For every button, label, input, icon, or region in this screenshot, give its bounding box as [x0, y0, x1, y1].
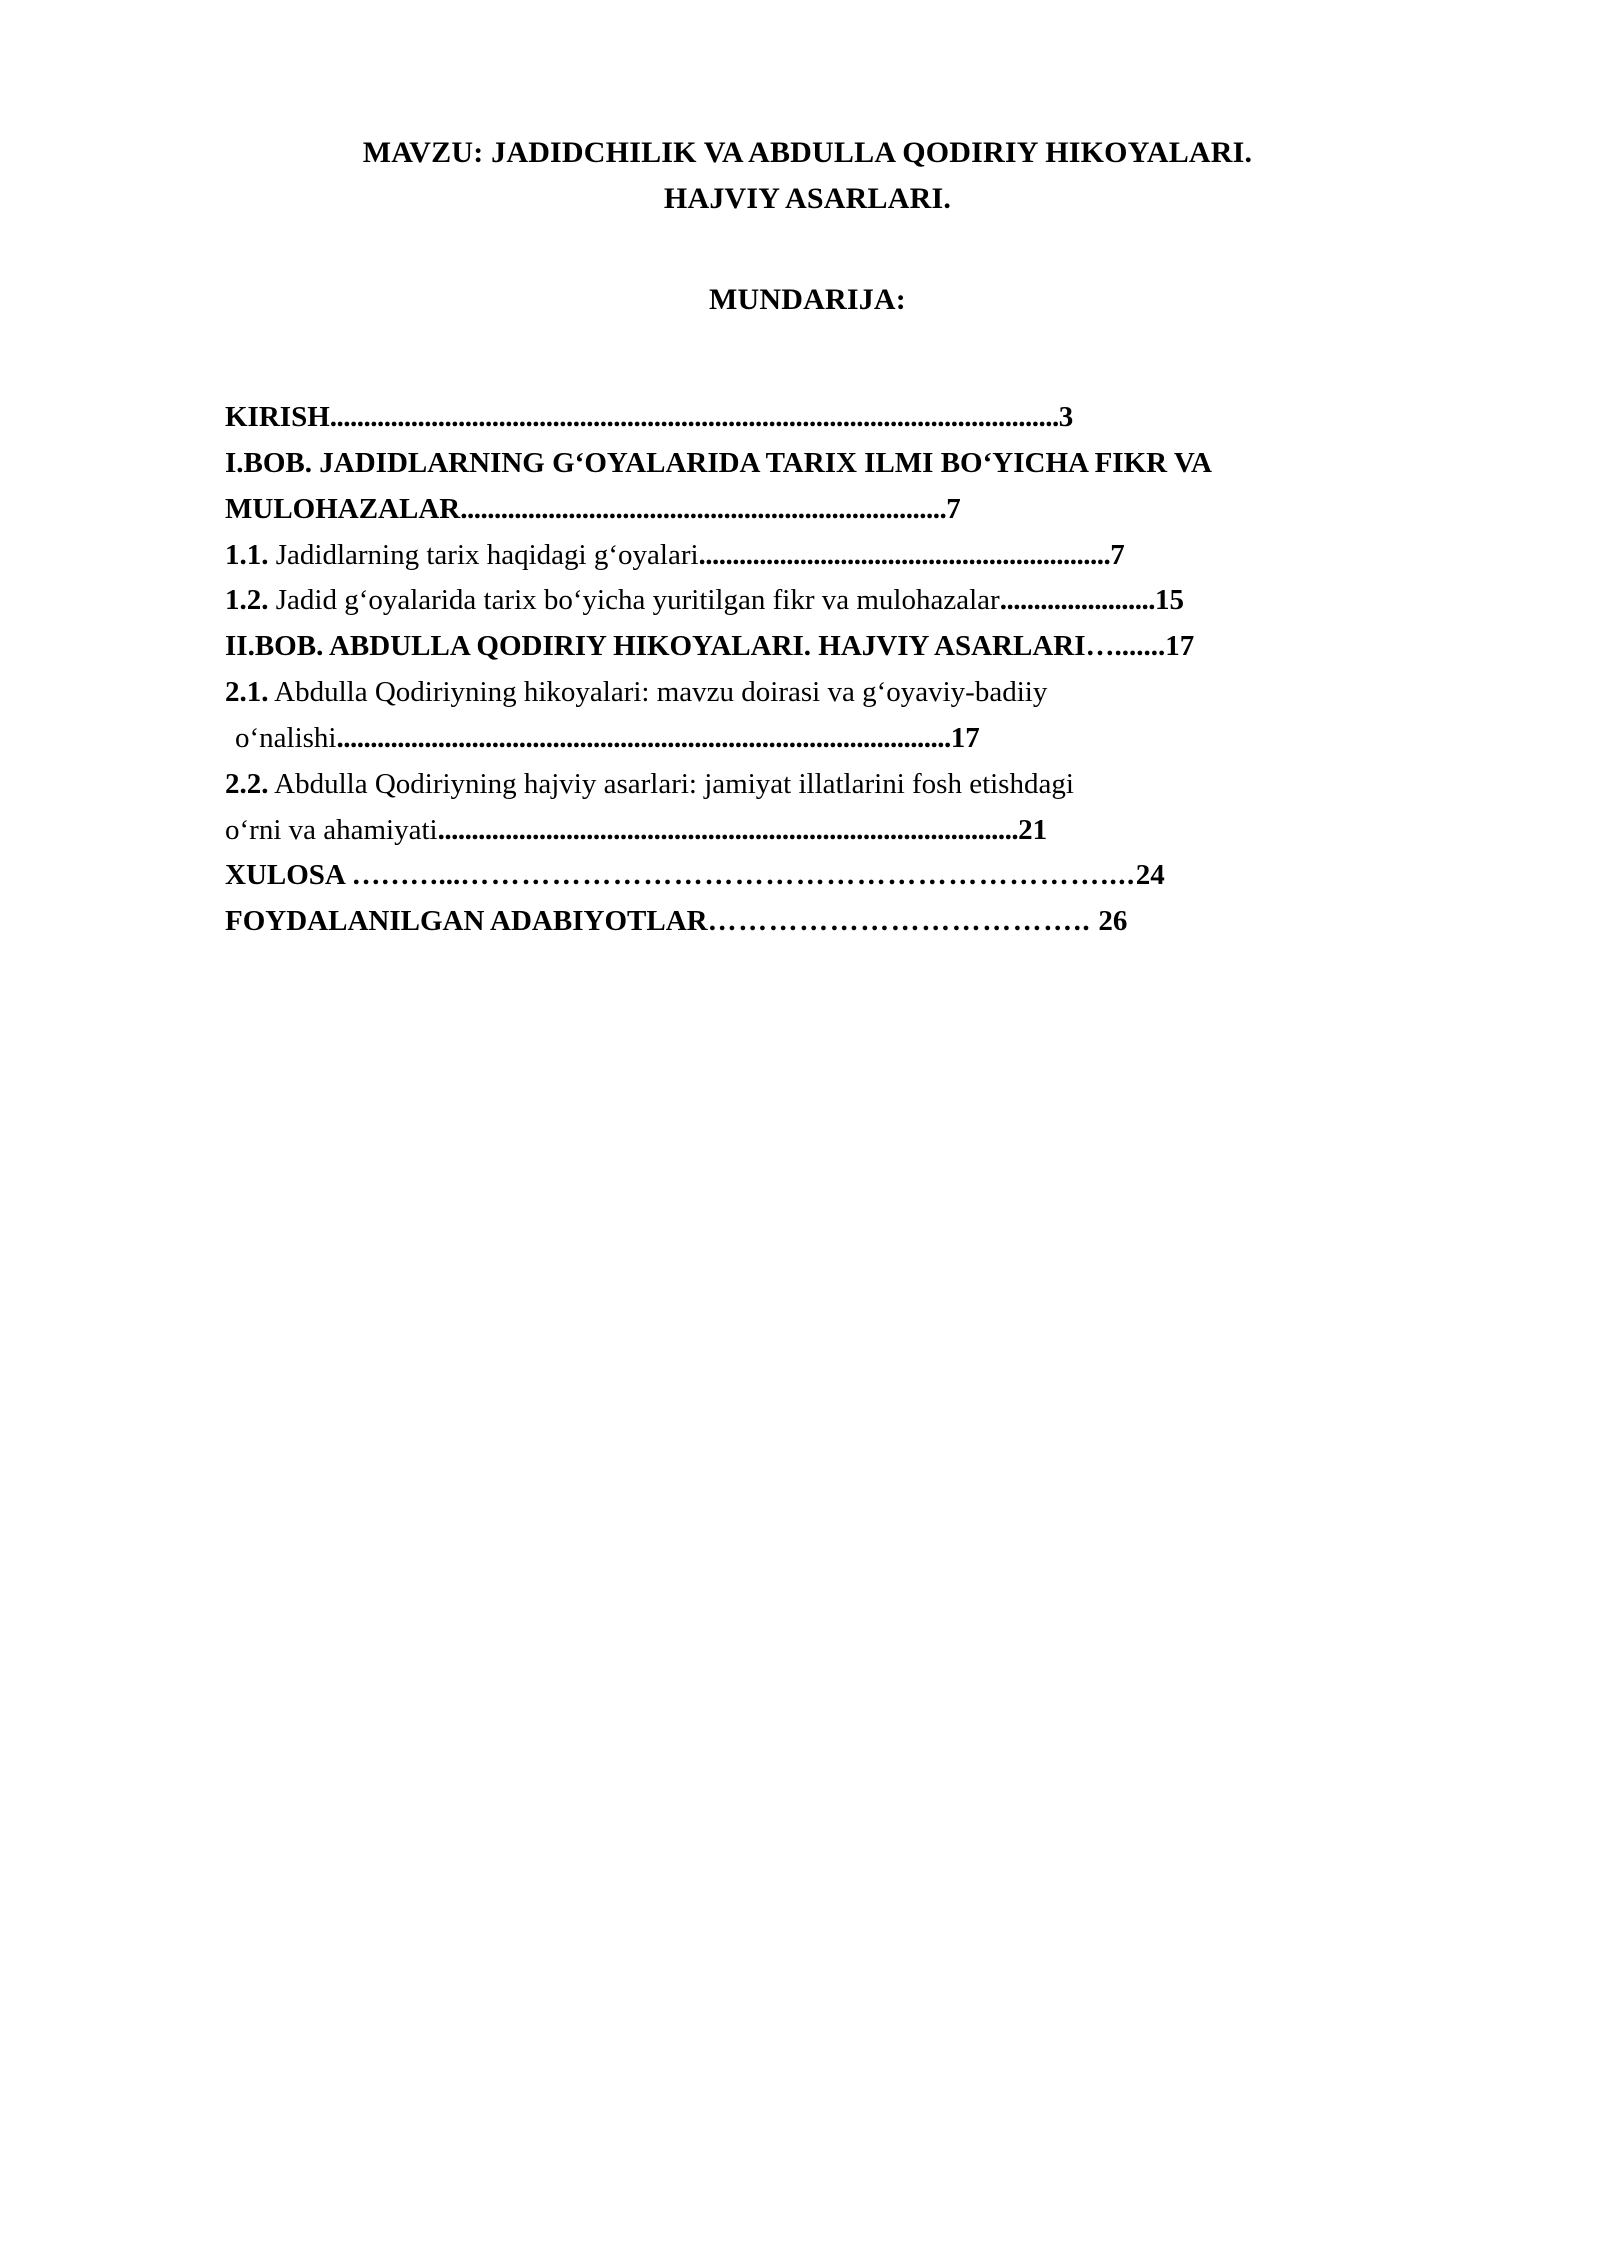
document-title [225, 130, 1390, 221]
toc-entry-1-2[interactable] [225, 578, 1390, 624]
toc-entry-bob1[interactable] [225, 441, 1390, 533]
toc-page: 7 [946, 492, 961, 525]
toc-entry-bob2[interactable] [225, 624, 1390, 670]
toc-leader: ……………………………….. [707, 905, 1092, 938]
toc-leader: ....................... [999, 584, 1155, 617]
title-line-1: MAVZU: JADIDCHILIK VA ABDULLA QODIRIY HIKOYALARI. [362, 136, 1253, 169]
toc-label: II.BOB. ABDULLA QODIRIY HIKOYALARI. HAJVIY ASARLARI [225, 630, 1086, 663]
toc-page: 7 [1110, 538, 1125, 571]
table-of-contents [225, 395, 1390, 945]
toc-page: 21 [1018, 813, 1048, 846]
toc-entry-2-1[interactable] [225, 670, 1390, 762]
toc-leader: ...................................................................................... [437, 813, 1019, 846]
toc-number: 2.1. [225, 676, 269, 709]
toc-leader: ............................................................. [698, 538, 1111, 571]
toc-label: Jadidlarning tarix haqidagi g‘oyalari [275, 538, 699, 571]
toc-page: 24 [1135, 859, 1165, 892]
toc-leader: ........................................................................................... [336, 721, 951, 754]
toc-number: 1.1. [225, 538, 269, 571]
toc-entry-kirish[interactable] [225, 395, 1390, 441]
toc-label: Abdulla Qodiriyning hikoyalari: mavzu doirasi va g‘oyaviy-badiiy [274, 676, 1048, 709]
title-line-2: HAJVIY ASARLARI. [663, 181, 952, 215]
toc-label: Jadid g‘oyalarida tarix bo‘yicha yuritilgan fikr va mulohazalar [275, 584, 1000, 617]
toc-page: 26 [1091, 905, 1128, 938]
toc-entry-2-2[interactable] [225, 762, 1390, 854]
toc-page: 3 [1058, 401, 1074, 434]
toc-label: XULOSA ………... [225, 859, 461, 892]
toc-leader: …....... [1085, 630, 1166, 663]
toc-entry-adabiyotlar[interactable] [225, 899, 1390, 945]
toc-entry-xulosa[interactable] [225, 853, 1390, 899]
toc-label-line2: o‘rni va ahamiyati [225, 813, 438, 846]
toc-label: FOYDALANILGAN ADABIYOTLAR [225, 905, 708, 938]
toc-label: Abdulla Qodiriyning hajviy asarlari: jamiyat illatlarini fosh etishdagi [274, 767, 1074, 800]
toc-label: KIRISH [225, 401, 330, 434]
contents-heading: MUNDARIJA: [709, 283, 906, 317]
toc-number: 2.2. [225, 767, 269, 800]
toc-entry-1-1[interactable] [225, 533, 1390, 579]
toc-page: 17 [950, 721, 980, 754]
toc-leader: ……………………………………………………….... [460, 859, 1136, 892]
toc-leader: ............................................................................................................ [329, 401, 1059, 434]
toc-number: 1.2. [225, 584, 269, 617]
toc-page: 15 [1154, 584, 1184, 617]
toc-label-line2: o‘nalishi [235, 721, 337, 754]
toc-page: 17 [1165, 630, 1195, 663]
toc-leader: ........................................................................ [460, 492, 947, 525]
toc-label: I.BOB. JADIDLARNING G‘OYALARIDA TARIX ILMI BO‘YICHA FIKR VA MULOHAZALAR [225, 447, 1211, 525]
